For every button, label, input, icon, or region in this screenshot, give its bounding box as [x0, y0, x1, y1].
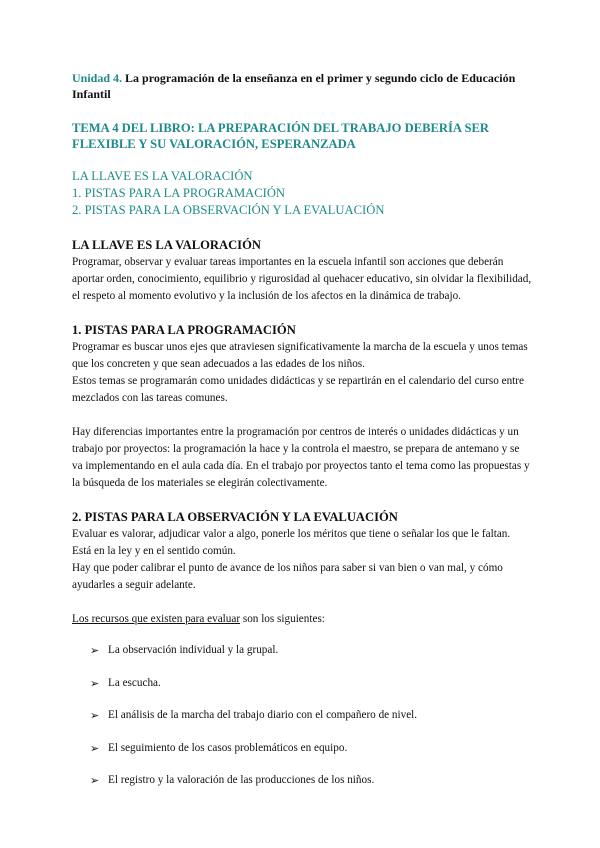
unit-label: Unidad 4.	[72, 71, 123, 85]
section-evaluacion	[72, 509, 532, 789]
unit-title	[72, 70, 532, 102]
book-theme-title: TEMA 4 DEL LIBRO: LA PREPARACIÓN DEL TRABAJO DEBERÍA SER FLEXIBLE Y SU VALORACIÓN, ESPERANZADA	[72, 121, 489, 151]
toc-item: 2. PISTAS PARA LA OBSERVACIÓN Y LA EVALUACIÓN	[72, 203, 385, 217]
unit-title-text: La programación de la enseñanza en el primer y segundo ciclo de Educación Infantil	[72, 71, 516, 101]
section-heading: 2. PISTAS PARA LA OBSERVACIÓN Y LA EVALUACIÓN	[72, 510, 398, 524]
section-programacion	[72, 322, 532, 492]
section-heading: LA LLAVE ES LA VALORACIÓN	[72, 238, 261, 252]
list-item	[72, 642, 532, 659]
paragraph: Estos temas se programarán como unidades didácticas y se repartirán en el calendario del curso entre mezclados con las tareas comunes.	[72, 375, 524, 404]
list-item	[72, 707, 532, 724]
list-item	[72, 772, 532, 789]
section-llave	[72, 237, 532, 305]
arrow-bullet-icon: ➢	[90, 741, 100, 755]
arrow-bullet-icon: ➢	[90, 774, 100, 787]
list-item-text: La escucha.	[108, 676, 161, 689]
toc-item: 1. PISTAS PARA LA PROGRAMACIÓN	[72, 186, 286, 200]
table-of-contents	[72, 168, 532, 219]
arrow-bullet-icon: ➢	[90, 709, 100, 722]
list-item	[72, 740, 532, 757]
resources-intro	[72, 611, 532, 628]
resources-intro-underlined: Los recursos que existen para evaluar	[72, 613, 241, 625]
list-item-text: El seguimiento de los casos problemáticos en equipo.	[108, 741, 348, 754]
arrow-bullet-icon: ➢	[90, 644, 100, 657]
list-item-text: La observación individual y la grupal.	[108, 644, 279, 656]
resources-intro-rest: son los siguientes:	[240, 613, 325, 625]
paragraph: Evaluar es valorar, adjudicar valor a algo, ponerle los méritos que tiene o señalar los que le faltan. Está en la ley y en el sentido común.	[72, 528, 511, 557]
section-heading: 1. PISTAS PARA LA PROGRAMACIÓN	[72, 323, 296, 337]
paragraph: Hay que poder calibrar el punto de avance de los niños para saber si van bien o van mal, y cómo ayudarles a seguir adelante.	[72, 562, 503, 591]
document-page	[72, 70, 532, 805]
resources-list	[72, 642, 532, 789]
paragraph: Programar es buscar unos ejes que atraviesen significativamente la marcha de la escuela y unos temas que los concreten y que sean adecuados a las edades de los niños.	[72, 341, 528, 370]
paragraph: Hay diferencias importantes entre la programación por centros de interés o unidades didácticas y un trabajo por proyectos: la programación la hace y la controla el maestro, se prepara de antemano y se va implementando en el aula cada día. En el trabajo por proyectos tanto el tema como las propuestas y la búsqueda de los materiales se elegirán colectivamente.	[72, 426, 530, 489]
list-item-text: El registro y la valoración de las producciones de los niños.	[108, 774, 375, 786]
toc-item: LA LLAVE ES LA VALORACIÓN	[72, 169, 253, 183]
list-item	[72, 675, 532, 692]
paragraph: Programar, observar y evaluar tareas importantes en la escuela infantil son acciones que deberán aportar orden, conocimiento, equilibrio y rigurosidad al quehacer educativo, sin olvidar la flexibilidad, el respeto al momento evolutivo y la inclusión de los afectos en la dinámica de trabajo.	[72, 256, 532, 302]
arrow-bullet-icon: ➢	[90, 676, 100, 690]
list-item-text: El análisis de la marcha del trabajo diario con el compañero de nivel.	[108, 709, 418, 721]
